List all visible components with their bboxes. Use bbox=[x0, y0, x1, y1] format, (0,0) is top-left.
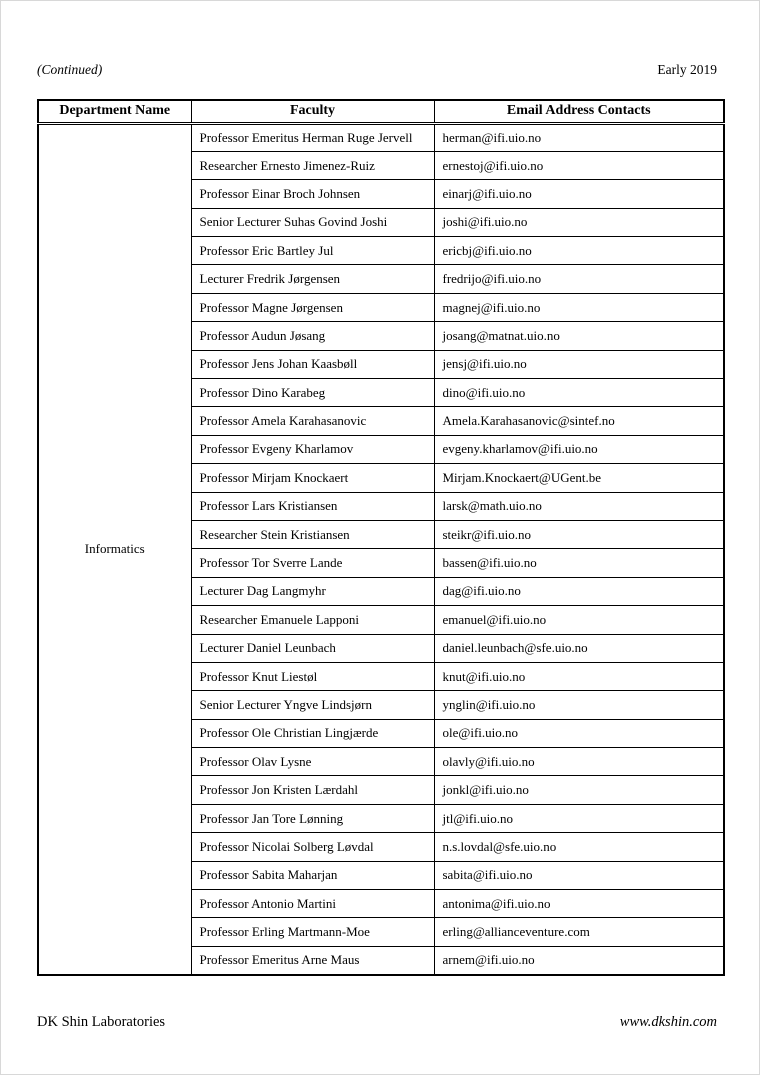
table-header-row bbox=[38, 100, 724, 123]
email-cell: daniel.leunbach@sfe.uio.no bbox=[434, 634, 724, 662]
faculty-cell: Professor Einar Broch Johnsen bbox=[191, 180, 434, 208]
email-cell: evgeny.kharlamov@ifi.uio.no bbox=[434, 435, 724, 463]
email-cell: Amela.Karahasanovic@sintef.no bbox=[434, 407, 724, 435]
email-cell: josang@matnat.uio.no bbox=[434, 322, 724, 350]
footer-organization: DK Shin Laboratories bbox=[37, 1013, 166, 1030]
page-footer bbox=[37, 1014, 717, 1031]
faculty-contacts-table bbox=[37, 99, 725, 976]
email-cell: olavly@ifi.uio.no bbox=[434, 748, 724, 776]
col-header-department-name: Department Name bbox=[38, 100, 191, 123]
email-cell: dino@ifi.uio.no bbox=[434, 379, 724, 407]
faculty-cell: Professor Olav Lysne bbox=[191, 748, 434, 776]
email-cell: sabita@ifi.uio.no bbox=[434, 861, 724, 889]
email-cell: larsk@math.uio.no bbox=[434, 492, 724, 520]
faculty-cell: Professor Audun Jøsang bbox=[191, 322, 434, 350]
email-cell: n.s.lovdal@sfe.uio.no bbox=[434, 833, 724, 861]
faculty-cell: Professor Magne Jørgensen bbox=[191, 293, 434, 321]
email-cell: ynglin@ifi.uio.no bbox=[434, 691, 724, 719]
faculty-cell: Professor Antonio Martini bbox=[191, 890, 434, 918]
faculty-cell: Professor Jan Tore Lønning bbox=[191, 804, 434, 832]
email-cell: herman@ifi.uio.no bbox=[434, 123, 724, 151]
email-cell: einarj@ifi.uio.no bbox=[434, 180, 724, 208]
email-cell: bassen@ifi.uio.no bbox=[434, 549, 724, 577]
email-cell: emanuel@ifi.uio.no bbox=[434, 606, 724, 634]
faculty-cell: Professor Ole Christian Lingjærde bbox=[191, 719, 434, 747]
email-cell: ole@ifi.uio.no bbox=[434, 719, 724, 747]
faculty-cell: Professor Mirjam Knockaert bbox=[191, 464, 434, 492]
faculty-cell: Lecturer Dag Langmyhr bbox=[191, 577, 434, 605]
col-header-email-address-contacts: Email Address Contacts bbox=[434, 100, 724, 123]
faculty-cell: Professor Evgeny Kharlamov bbox=[191, 435, 434, 463]
footer-website: www.dkshin.com bbox=[619, 1013, 717, 1030]
faculty-cell: Professor Dino Karabeg bbox=[191, 379, 434, 407]
email-cell: knut@ifi.uio.no bbox=[434, 662, 724, 690]
faculty-cell: Professor Jon Kristen Lærdahl bbox=[191, 776, 434, 804]
faculty-cell: Professor Emeritus Herman Ruge Jervell bbox=[191, 123, 434, 151]
faculty-cell: Professor Emeritus Arne Maus bbox=[191, 946, 434, 974]
table-row bbox=[38, 123, 724, 151]
faculty-cell: Professor Knut Liestøl bbox=[191, 662, 434, 690]
faculty-cell: Professor Tor Sverre Lande bbox=[191, 549, 434, 577]
email-cell: jtl@ifi.uio.no bbox=[434, 804, 724, 832]
email-cell: arnem@ifi.uio.no bbox=[434, 946, 724, 974]
date-label: Early 2019 bbox=[657, 62, 717, 77]
department-cell: Informatics bbox=[38, 123, 191, 975]
email-cell: ernestoj@ifi.uio.no bbox=[434, 151, 724, 179]
col-header-faculty: Faculty bbox=[191, 100, 434, 123]
email-cell: dag@ifi.uio.no bbox=[434, 577, 724, 605]
email-cell: Mirjam.Knockaert@UGent.be bbox=[434, 464, 724, 492]
faculty-cell: Professor Erling Martmann-Moe bbox=[191, 918, 434, 946]
email-cell: jensj@ifi.uio.no bbox=[434, 350, 724, 378]
faculty-cell: Professor Amela Karahasanovic bbox=[191, 407, 434, 435]
continued-label: (Continued) bbox=[37, 62, 103, 77]
faculty-cell: Lecturer Daniel Leunbach bbox=[191, 634, 434, 662]
email-cell: magnej@ifi.uio.no bbox=[434, 293, 724, 321]
faculty-cell: Professor Nicolai Solberg Løvdal bbox=[191, 833, 434, 861]
faculty-cell: Researcher Ernesto Jimenez-Ruiz bbox=[191, 151, 434, 179]
page-header bbox=[37, 0, 717, 78]
email-cell: erling@allianceventure.com bbox=[434, 918, 724, 946]
faculty-cell: Professor Eric Bartley Jul bbox=[191, 237, 434, 265]
faculty-cell: Professor Jens Johan Kaasbøll bbox=[191, 350, 434, 378]
faculty-cell: Senior Lecturer Suhas Govind Joshi bbox=[191, 208, 434, 236]
email-cell: steikr@ifi.uio.no bbox=[434, 520, 724, 548]
table-body bbox=[38, 123, 724, 975]
faculty-cell: Lecturer Fredrik Jørgensen bbox=[191, 265, 434, 293]
email-cell: fredrijo@ifi.uio.no bbox=[434, 265, 724, 293]
email-cell: antonima@ifi.uio.no bbox=[434, 890, 724, 918]
faculty-cell: Senior Lecturer Yngve Lindsjørn bbox=[191, 691, 434, 719]
faculty-cell: Researcher Stein Kristiansen bbox=[191, 520, 434, 548]
email-cell: joshi@ifi.uio.no bbox=[434, 208, 724, 236]
faculty-cell: Professor Lars Kristiansen bbox=[191, 492, 434, 520]
faculty-cell: Researcher Emanuele Lapponi bbox=[191, 606, 434, 634]
faculty-cell: Professor Sabita Maharjan bbox=[191, 861, 434, 889]
email-cell: ericbj@ifi.uio.no bbox=[434, 237, 724, 265]
email-cell: jonkl@ifi.uio.no bbox=[434, 776, 724, 804]
